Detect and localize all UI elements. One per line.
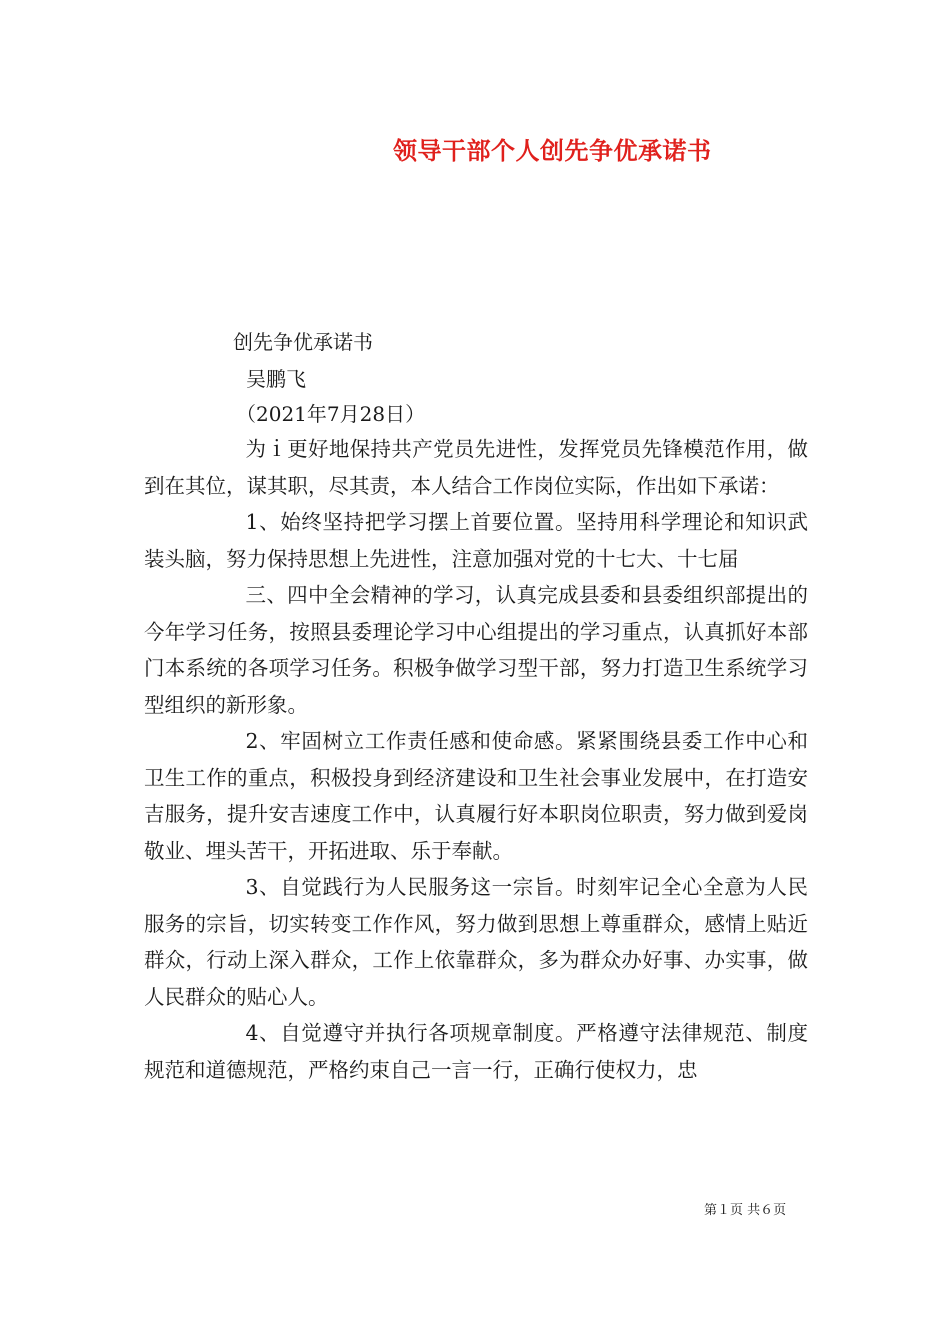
document-date: （2021年7月28日） bbox=[236, 402, 426, 426]
paragraph-commitment-1: 1、始终坚持把学习摆上首要位置。坚持用科学理论和知识武装头脑，努力保持思想上先进性，注意加强对党的十七大、十七届 bbox=[144, 510, 808, 571]
document-body bbox=[144, 431, 808, 1088]
subtitle: 创先争优承诺书 bbox=[233, 330, 373, 354]
paragraph-commitment-3: 3、自觉践行为人民服务这一宗旨。时刻牢记全心全意为人民服务的宗旨，切实转变工作作风，努力做到思想上尊重群众，感情上贴近群众，行动上深入群众，工作上依靠群众，多为群众办好事、办实事，做人民群众的贴心人。 bbox=[144, 875, 808, 1009]
page-number: 第１页 共６页 bbox=[704, 1203, 787, 1218]
paragraph-intro: 为ｉ更好地保持共产党员先进性，发挥党员先锋模范作用，做到在其位，谋其职，尽其责，本人结合工作岗位实际，作出如下承诺： bbox=[144, 437, 808, 498]
document-title: 领导干部个人创先争优承诺书 bbox=[393, 136, 712, 165]
paragraph-commitment-2: 2、牢固树立工作责任感和使命感。紧紧围绕县委工作中心和卫生工作的重点，积极投身到经济建设和卫生社会事业发展中，在打造安吉服务，提升安吉速度工作中，认真履行好本职岗位职责，努力做到爱岗敬业、埋头苦干，开拓进取、乐于奉献。 bbox=[144, 729, 808, 863]
paragraph-commitment-4: 4、自觉遵守并执行各项规章制度。严格遵守法律规范、制度规范和道德规范，严格约束自己一言一行，正确行使权力，忠 bbox=[144, 1021, 808, 1082]
author-name: 吴鹏飞 bbox=[246, 367, 306, 391]
paragraph-continuation: 三、四中全会精神的学习，认真完成县委和县委组织部提出的今年学习任务，按照县委理论学习中心组提出的学习重点，认真抓好本部门本系统的各项学习任务。积极争做学习型干部，努力打造卫生系统学习型组织的新形象。 bbox=[144, 583, 808, 717]
